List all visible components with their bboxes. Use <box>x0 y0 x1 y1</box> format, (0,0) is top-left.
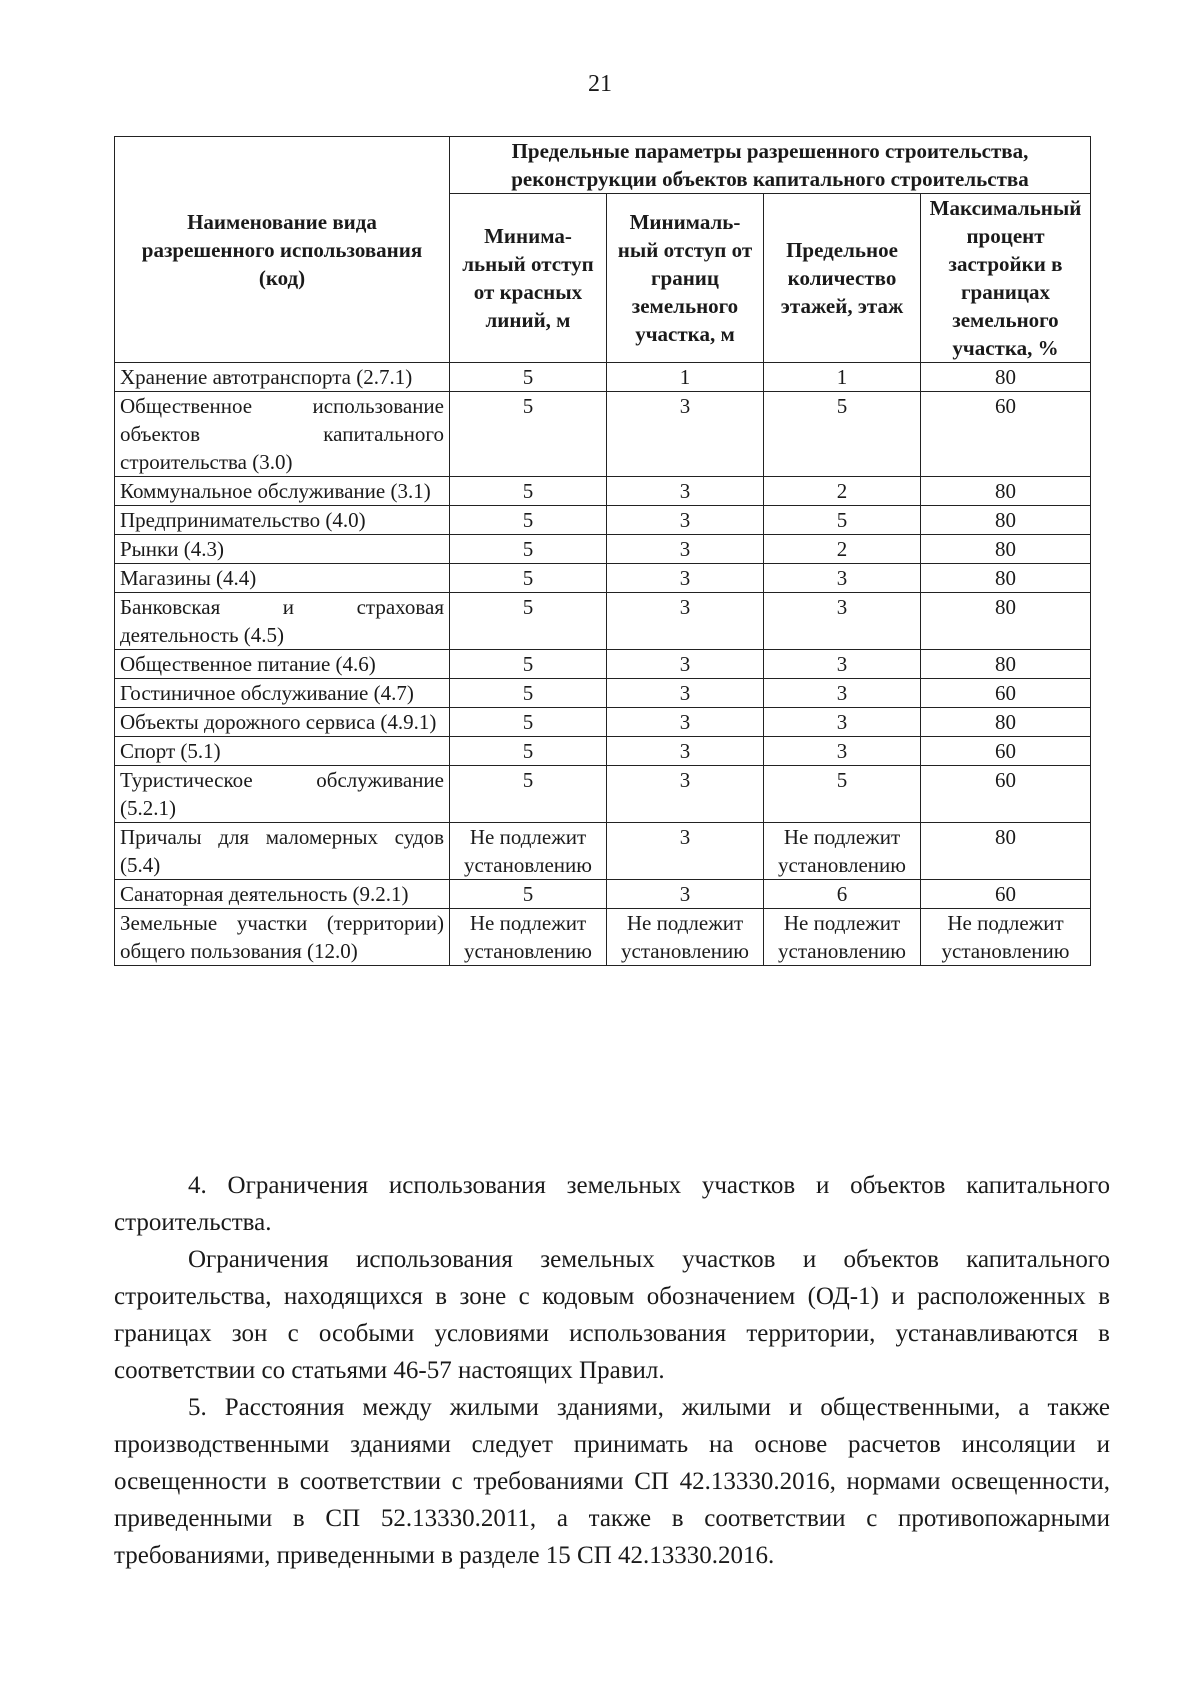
row-use-type-name: Гостиничное обслуживание (4.7) <box>115 679 450 708</box>
cell-max-floors: 5 <box>764 506 921 535</box>
cell-boundary-offset: 1 <box>607 363 764 392</box>
cell-boundary-offset: 3 <box>607 737 764 766</box>
page-number: 21 <box>588 71 612 97</box>
row-use-type-name: Причалы для маломерных судов (5.4) <box>115 823 450 880</box>
header-col-red-lines-offset: Минима-льный отступ от красных линий, м <box>450 194 607 363</box>
table-row <box>115 737 1091 766</box>
table-row <box>115 593 1091 650</box>
cell-max-floors: 5 <box>764 392 921 477</box>
cell-boundary-offset: 3 <box>607 880 764 909</box>
table-row <box>115 535 1091 564</box>
cell-max-floors: 5 <box>764 766 921 823</box>
table-row <box>115 506 1091 535</box>
table-row <box>115 909 1091 966</box>
cell-max-coverage: 80 <box>921 823 1091 880</box>
cell-red-lines-offset: 5 <box>450 392 607 477</box>
row-use-type-name: Хранение автотранспорта (2.7.1) <box>115 363 450 392</box>
cell-red-lines-offset: 5 <box>450 535 607 564</box>
table-row <box>115 477 1091 506</box>
cell-max-coverage: 80 <box>921 535 1091 564</box>
header-group: Предельные параметры разрешенного строительства, реконструкции объектов капитального строительства <box>450 137 1091 194</box>
cell-boundary-offset: 3 <box>607 823 764 880</box>
cell-max-floors: Не подлежит установлению <box>764 823 921 880</box>
body-text <box>114 1167 1110 1574</box>
row-use-type-name: Общественное использование объектов капитального строительства (3.0) <box>115 392 450 477</box>
cell-max-coverage: 80 <box>921 593 1091 650</box>
row-use-type-name: Земельные участки (территории) общего пользования (12.0) <box>115 909 450 966</box>
cell-boundary-offset: 3 <box>607 506 764 535</box>
header-col-max-floors: Предельное количество этажей, этаж <box>764 194 921 363</box>
row-use-type-name: Санаторная деятельность (9.2.1) <box>115 880 450 909</box>
cell-red-lines-offset: 5 <box>450 737 607 766</box>
table-row <box>115 679 1091 708</box>
cell-boundary-offset: 3 <box>607 477 764 506</box>
table-row <box>115 880 1091 909</box>
cell-max-floors: 2 <box>764 535 921 564</box>
cell-red-lines-offset: 5 <box>450 593 607 650</box>
table-row <box>115 650 1091 679</box>
cell-boundary-offset: 3 <box>607 679 764 708</box>
table-row <box>115 766 1091 823</box>
paragraph-restrictions-text: Ограничения использования земельных участков и объектов капитального строительства, находящихся в зоне с кодовым обозначением (ОД-1) и расположенных в границах зон с особыми условиями использования территории, устанавливаются в соответствии со статьями 46-57 настоящих Правил. <box>114 1246 1110 1384</box>
cell-max-floors: 3 <box>764 737 921 766</box>
table-row <box>115 708 1091 737</box>
cell-max-floors: 3 <box>764 679 921 708</box>
cell-boundary-offset: 3 <box>607 535 764 564</box>
cell-boundary-offset: 3 <box>607 766 764 823</box>
cell-max-floors: 3 <box>764 593 921 650</box>
table-row <box>115 363 1091 392</box>
cell-max-coverage: 60 <box>921 737 1091 766</box>
cell-red-lines-offset: 5 <box>450 506 607 535</box>
table-body <box>115 363 1091 966</box>
cell-max-floors: 2 <box>764 477 921 506</box>
row-use-type-name: Объекты дорожного сервиса (4.9.1) <box>115 708 450 737</box>
cell-max-floors: 3 <box>764 564 921 593</box>
row-use-type-name: Рынки (4.3) <box>115 535 450 564</box>
cell-max-floors: 1 <box>764 363 921 392</box>
header-name-column: Наименование вида разрешенного использования (код) <box>115 137 450 363</box>
row-use-type-name: Банковская и страховая деятельность (4.5) <box>115 593 450 650</box>
cell-max-coverage: 60 <box>921 880 1091 909</box>
cell-red-lines-offset: 5 <box>450 477 607 506</box>
cell-max-coverage: 80 <box>921 708 1091 737</box>
cell-red-lines-offset: Не подлежит установлению <box>450 823 607 880</box>
paragraph-distances: 5. Расстояния между жилыми зданиями, жилыми и общественными, а также производственными зданиями следует принимать на основе расчетов инсоляции и освещенности в соответствии с требованиями СП 42.13330.2016, нормами освещенности, приведенными в СП 52.13330.2011, а также в соответствии с противопожарными требованиями, приведенными в разделе 15 СП 42.13330.2016. <box>114 1394 1110 1569</box>
cell-red-lines-offset: 5 <box>450 880 607 909</box>
cell-red-lines-offset: 5 <box>450 363 607 392</box>
table-row <box>115 564 1091 593</box>
cell-boundary-offset: 3 <box>607 708 764 737</box>
cell-boundary-offset: 3 <box>607 564 764 593</box>
cell-max-coverage: Не подлежит установлению <box>921 909 1091 966</box>
cell-red-lines-offset: 5 <box>450 708 607 737</box>
cell-red-lines-offset: 5 <box>450 766 607 823</box>
cell-boundary-offset: 3 <box>607 392 764 477</box>
header-col-max-coverage: Максимальный процент застройки в границах земельного участка, % <box>921 194 1091 363</box>
cell-boundary-offset: 3 <box>607 650 764 679</box>
row-use-type-name: Общественное питание (4.6) <box>115 650 450 679</box>
row-use-type-name: Коммунальное обслуживание (3.1) <box>115 477 450 506</box>
cell-boundary-offset: 3 <box>607 593 764 650</box>
row-use-type-name: Предпринимательство (4.0) <box>115 506 450 535</box>
cell-boundary-offset: Не подлежит установлению <box>607 909 764 966</box>
parameters-table <box>114 136 1091 966</box>
row-use-type-name: Спорт (5.1) <box>115 737 450 766</box>
cell-max-floors: Не подлежит установлению <box>764 909 921 966</box>
cell-red-lines-offset: 5 <box>450 650 607 679</box>
paragraph-restrictions-heading: 4. Ограничения использования земельных участков и объектов капитального строительства. <box>114 1172 1110 1236</box>
cell-max-coverage: 80 <box>921 477 1091 506</box>
row-use-type-name: Туристическое обслуживание (5.2.1) <box>115 766 450 823</box>
cell-max-coverage: 60 <box>921 679 1091 708</box>
cell-max-floors: 3 <box>764 650 921 679</box>
cell-max-coverage: 60 <box>921 766 1091 823</box>
table-row <box>115 392 1091 477</box>
cell-red-lines-offset: 5 <box>450 564 607 593</box>
cell-max-coverage: 80 <box>921 506 1091 535</box>
cell-max-coverage: 80 <box>921 564 1091 593</box>
cell-red-lines-offset: Не подлежит установлению <box>450 909 607 966</box>
cell-max-floors: 3 <box>764 708 921 737</box>
cell-red-lines-offset: 5 <box>450 679 607 708</box>
cell-max-coverage: 80 <box>921 363 1091 392</box>
cell-max-coverage: 60 <box>921 392 1091 477</box>
table-row <box>115 823 1091 880</box>
header-col-boundary-offset: Минималь-ный отступ от границ земельного участка, м <box>607 194 764 363</box>
cell-max-coverage: 80 <box>921 650 1091 679</box>
row-use-type-name: Магазины (4.4) <box>115 564 450 593</box>
cell-max-floors: 6 <box>764 880 921 909</box>
